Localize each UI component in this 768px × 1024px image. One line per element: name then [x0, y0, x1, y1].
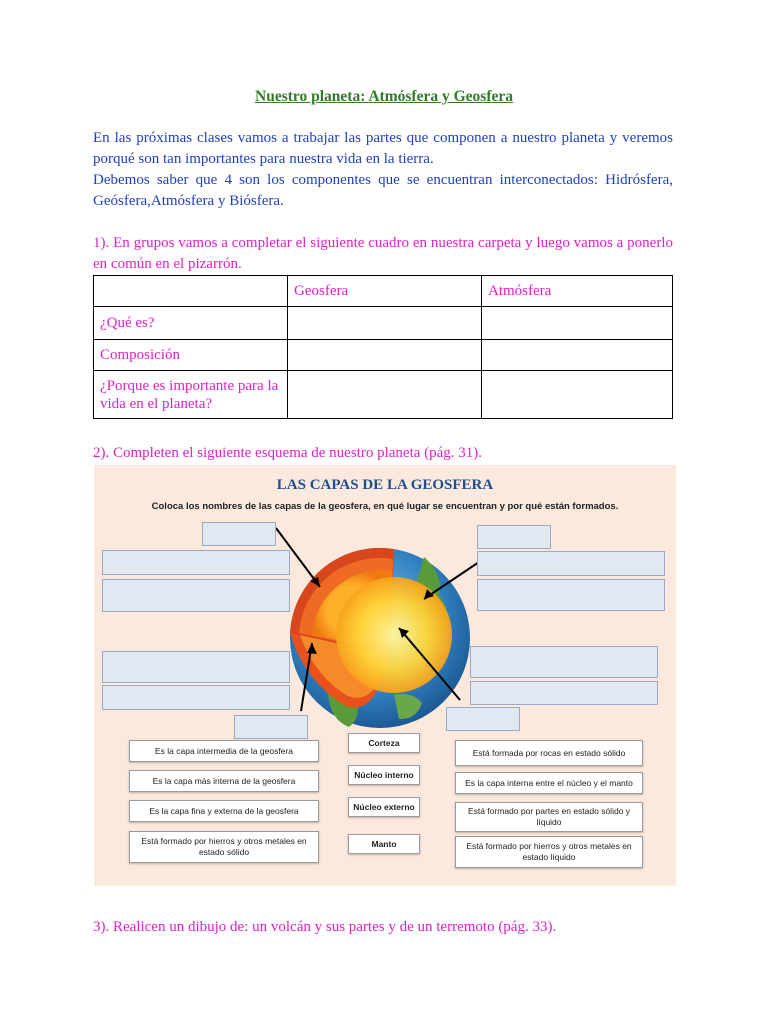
description-card[interactable]: Es la capa fina y externa de la geosfera — [129, 800, 319, 822]
table-cell-empty[interactable] — [288, 371, 482, 419]
layer-name-card[interactable]: Núcleo interno — [348, 765, 420, 785]
answer-box[interactable] — [470, 646, 658, 678]
intro-paragraph-2: Debemos saber que 4 son los componentes que se encuentran interconectados: Hidrósfera, Geósfera,Atmósfera y Biósfera. — [93, 172, 673, 209]
table-header-atmosfera: Atmósfera — [482, 276, 673, 307]
table-row-label: Composición — [94, 340, 288, 371]
description-card[interactable]: Está formado por hierros y otros metales en estado líquido — [455, 836, 643, 868]
comparison-table — [93, 275, 673, 419]
table-header-row — [94, 276, 673, 307]
geosphere-diagram — [94, 465, 676, 886]
answer-box[interactable] — [234, 715, 308, 739]
answer-box[interactable] — [102, 579, 290, 612]
question-2-text: 2). Completen el siguiente esquema de nuestro planeta (pág. 31). — [93, 445, 483, 461]
question-3-text: 3). Realicen un dibujo de: un volcán y sus partes y de un terremoto (pág. 33). — [93, 919, 557, 935]
diagram-subtitle: Coloca los nombres de las capas de la geosfera, en qué lugar se encuentran y por qué están formados. — [151, 501, 619, 512]
description-card[interactable]: Está formada por rocas en estado sólido — [455, 740, 643, 766]
table-cell-empty[interactable] — [482, 307, 673, 340]
layer-name-card[interactable]: Manto — [348, 834, 420, 854]
answer-box[interactable] — [470, 681, 658, 705]
table-row — [94, 371, 673, 419]
answer-box[interactable] — [102, 651, 290, 683]
table-row-label: ¿Porque es importante para la vida en el planeta? — [94, 371, 288, 419]
table-row — [94, 307, 673, 340]
inner-core — [336, 577, 452, 693]
table-row-label: ¿Qué es? — [94, 307, 288, 340]
table-cell-empty[interactable] — [288, 340, 482, 371]
answer-box[interactable] — [477, 525, 551, 549]
table-cell-empty[interactable] — [482, 371, 673, 419]
layer-name-card[interactable]: Corteza — [348, 733, 420, 753]
page-title: Nuestro planeta: Atmósfera y Geosfera — [255, 88, 513, 105]
layer-name-card[interactable]: Núcleo externo — [348, 797, 420, 817]
description-card[interactable]: Es la capa más interna de la geosfera — [129, 770, 319, 792]
intro-paragraph-1: En las próximas clases vamos a trabajar las partes que componen a nuestro planeta y veremos porqué son tan importantes para nuestra vida en la tierra. — [93, 130, 673, 167]
answer-box[interactable] — [102, 685, 290, 710]
description-card[interactable]: Está formado por hierros y otros metales en estado sólido — [129, 831, 319, 863]
answer-box[interactable] — [477, 551, 665, 576]
answer-box[interactable] — [102, 550, 290, 575]
diagram-title: LAS CAPAS DE LA GEOSFERA — [276, 477, 494, 493]
question-1-text: 1). En grupos vamos a completar el siguiente cuadro en nuestra carpeta y luego vamos a ponerlo en común en el pizarrón. — [93, 235, 673, 272]
table-cell-empty[interactable] — [482, 340, 673, 371]
description-card[interactable]: Es la capa intermedia de la geosfera — [129, 740, 319, 762]
answer-box[interactable] — [202, 522, 276, 546]
answer-box[interactable] — [446, 707, 520, 731]
table-header-empty — [94, 276, 288, 307]
table-cell-empty[interactable] — [288, 307, 482, 340]
table-row — [94, 340, 673, 371]
answer-box[interactable] — [477, 579, 665, 611]
table-header-geosfera: Geosfera — [288, 276, 482, 307]
description-card[interactable]: Está formado por partes en estado sólido y líquido — [455, 802, 643, 832]
description-card[interactable]: Es la capa interna entre el núcleo y el manto — [455, 772, 643, 794]
